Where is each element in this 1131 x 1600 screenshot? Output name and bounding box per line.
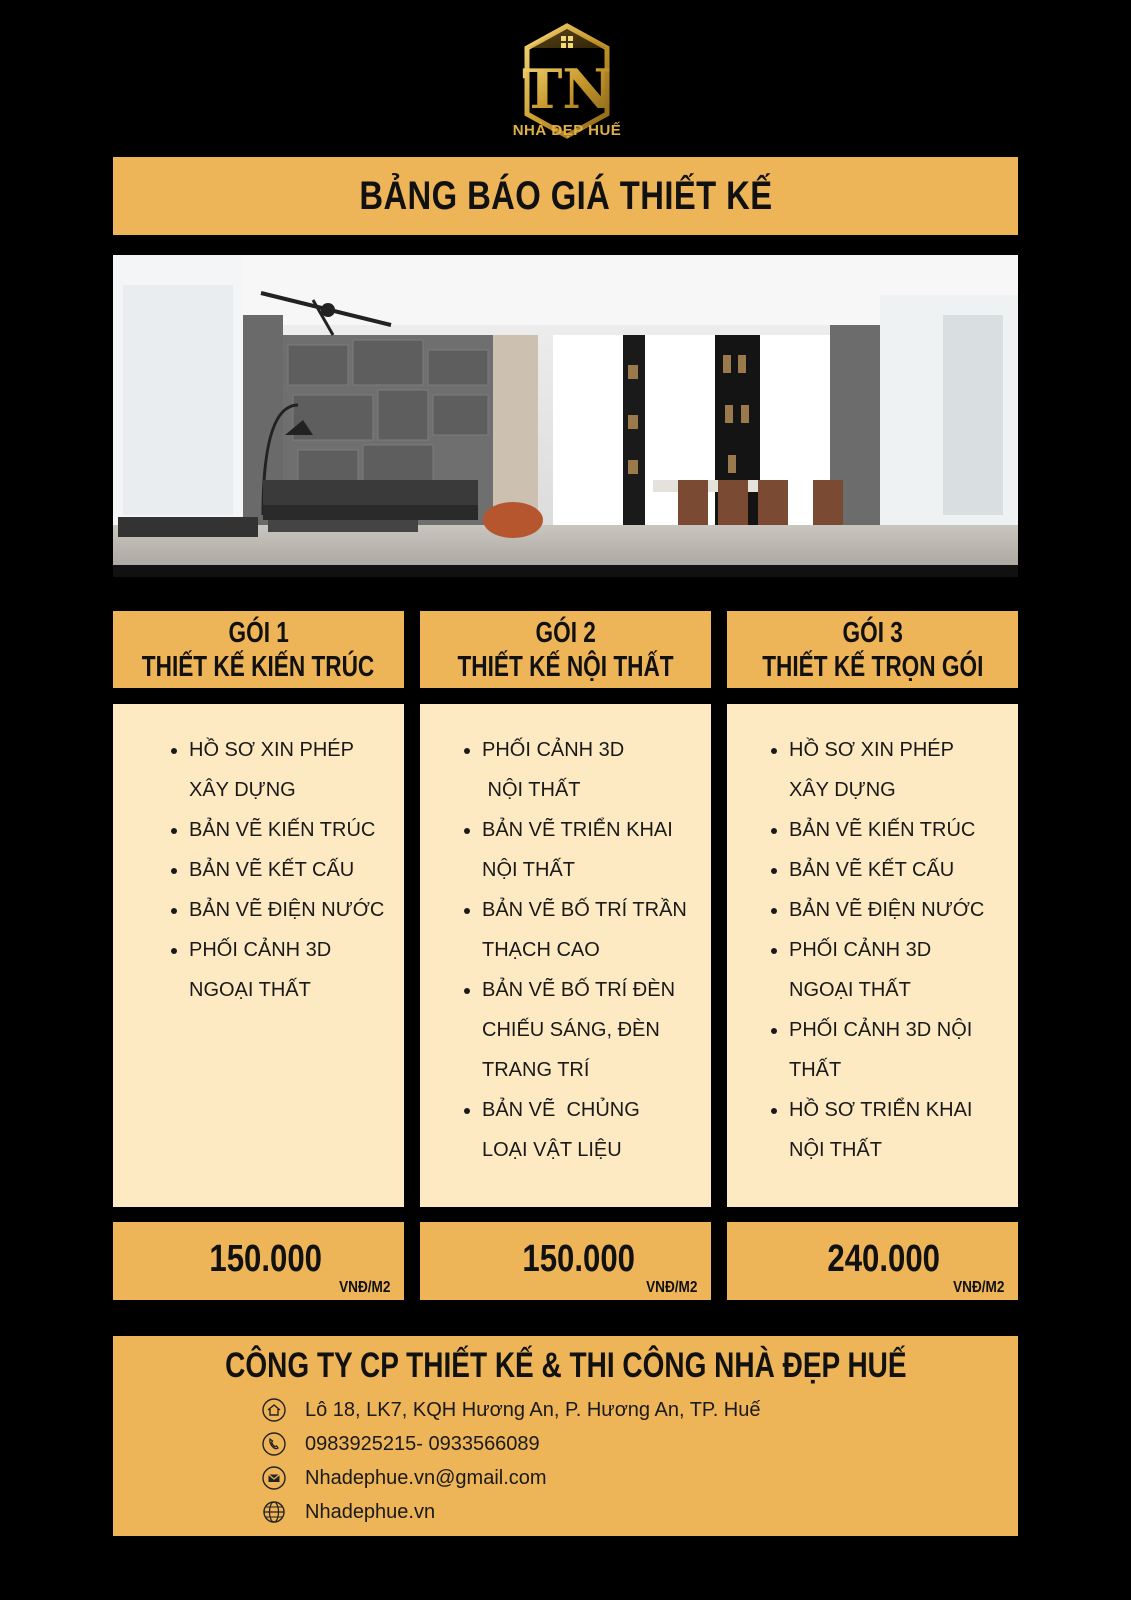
- package-1-items: [113, 704, 404, 1207]
- package-1-price: [113, 1222, 404, 1300]
- list-item: • PHỐI CẢNH 3D NGOẠI THẤT: [789, 930, 1008, 1010]
- package-3-header: [727, 611, 1018, 688]
- list-item: • HỒ SƠ XIN PHÉP XÂY DỰNG: [789, 730, 1008, 810]
- list-item: • BẢN VẼ BỐ TRÍ ĐÈN CHIẾU SÁNG, ĐÈN TRANG TRÍ: [482, 970, 701, 1090]
- package-3-subtitle: THIẾT KẾ TRỌN GÓI: [761, 650, 984, 683]
- website-row: [261, 1498, 435, 1526]
- package-2-header: [420, 611, 711, 688]
- list-item: • BẢN VẼ TRIỂN KHAI NỘI THẤT: [482, 810, 701, 890]
- phone-row: [261, 1430, 540, 1458]
- page-title: BẢNG BÁO GIÁ THIẾT KẾ: [358, 173, 773, 218]
- list-item: • PHỐI CẢNH 3D NỘI THẤT: [482, 730, 701, 810]
- list-item: • HỒ SƠ TRIỂN KHAI NỘI THẤT: [789, 1090, 1008, 1170]
- price-value: 150.000: [522, 1238, 636, 1280]
- package-2-name: GÓI 2: [535, 616, 596, 649]
- brand-name: NHÀ ĐẸP HUẾ: [512, 122, 622, 139]
- interior-photo: [113, 255, 1018, 577]
- address-row: [261, 1396, 761, 1424]
- list-item: • BẢN VẼ KIẾN TRÚC: [189, 810, 394, 850]
- price-unit: VNĐ/M2: [645, 1279, 697, 1296]
- list-item: • HỒ SƠ XIN PHÉP XÂY DỰNG: [189, 730, 394, 810]
- package-2-items: [420, 704, 711, 1207]
- email-link[interactable]: Nhadephue.vn@gmail.com: [305, 1466, 547, 1489]
- list-item: • BẢN VẼ ĐIỆN NƯỚC: [189, 890, 394, 930]
- mail-icon: [261, 1465, 287, 1491]
- phone-icon: [261, 1431, 287, 1457]
- list-item: • PHỐI CẢNH 3D NGOẠI THẤT: [189, 930, 394, 1010]
- list-item: • BẢN VẼ ĐIỆN NƯỚC: [789, 890, 1008, 930]
- package-3-price: [727, 1222, 1018, 1300]
- home-icon: [261, 1397, 287, 1423]
- svg-text:TN: TN: [522, 57, 612, 121]
- price-value: 150.000: [209, 1238, 323, 1280]
- package-3-items: [727, 704, 1018, 1207]
- title-banner: [113, 157, 1018, 235]
- website-link[interactable]: Nhadephue.vn: [305, 1500, 436, 1523]
- price-unit: VNĐ/M2: [952, 1279, 1004, 1296]
- list-item: • BẢN VẼ CHỦNG LOẠI VẬT LIỆU: [482, 1090, 701, 1170]
- company-footer: [113, 1336, 1018, 1536]
- list-item: • BẢN VẼ KẾT CẤU: [189, 850, 394, 890]
- list-item: • BẢN VẼ KẾT CẤU: [789, 850, 1008, 890]
- package-3-name: GÓI 3: [842, 616, 903, 649]
- company-name: CÔNG TY CP THIẾT KẾ & THI CÔNG NHÀ ĐẸP HUẾ: [224, 1346, 907, 1385]
- price-value: 240.000: [827, 1238, 941, 1280]
- list-item: • PHỐI CẢNH 3D NỘI THẤT: [789, 1010, 1008, 1090]
- list-item: • BẢN VẼ BỐ TRÍ TRẦN THẠCH CAO: [482, 890, 701, 970]
- email-row: [261, 1464, 547, 1492]
- package-2-subtitle: THIẾT KẾ NỘI THẤT: [457, 650, 674, 683]
- globe-icon: [261, 1499, 287, 1525]
- address-text: Lô 18, LK7, KQH Hương An, P. Hương An, TP. Huế: [305, 1398, 761, 1421]
- price-unit: VNĐ/M2: [338, 1279, 390, 1296]
- package-1-name: GÓI 1: [228, 616, 289, 649]
- package-2-price: [420, 1222, 711, 1300]
- package-1-header: [113, 611, 404, 688]
- list-item: • BẢN VẼ KIẾN TRÚC: [789, 810, 1008, 850]
- phone-text[interactable]: 0983925215- 0933566089: [305, 1432, 540, 1455]
- package-1-subtitle: THIẾT KẾ KIẾN TRÚC: [142, 650, 375, 683]
